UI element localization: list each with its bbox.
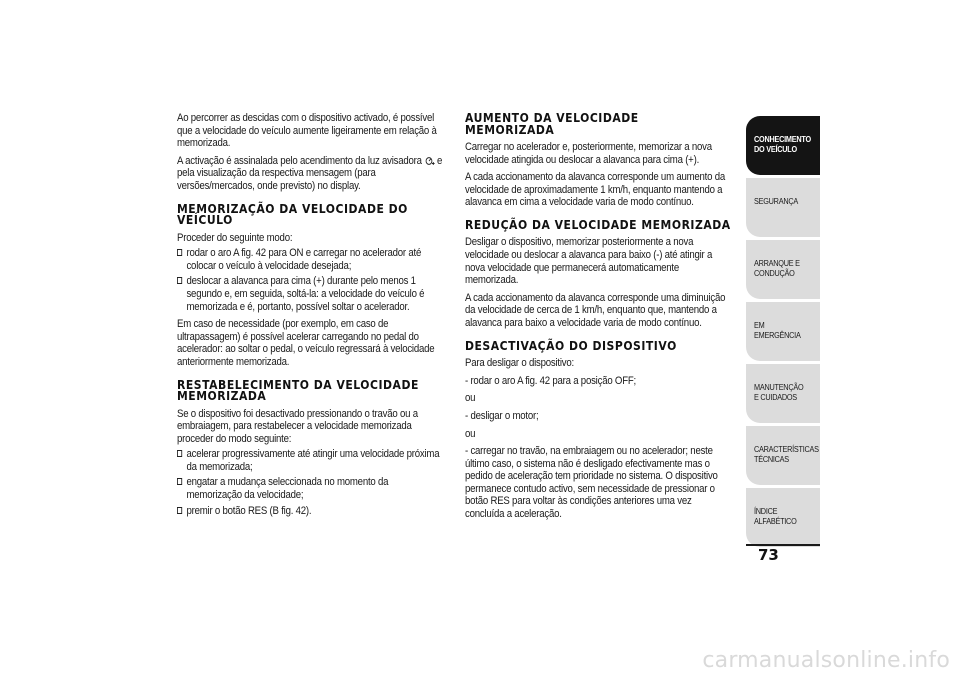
- list-item: acelerar progressivamente até atingir uma velocidade próxima da memorizada;: [177, 448, 445, 473]
- heading-reducao: REDUÇÃO DA VELOCIDADE MEMORIZADA: [465, 216, 731, 232]
- desactivacao-or-2: ou: [465, 427, 476, 440]
- restabelecimento-steps: [177, 448, 445, 517]
- memorizacao-note: Em caso de necessidade (por exemplo, em caso de ultrapassagem) é possível acelerar carregando no pedal do acelerador: ao soltar o pedal, o veículo regressará à velocidade anteriormente memorizada.: [177, 318, 435, 368]
- intro-paragraph-2: [177, 155, 445, 193]
- memorizacao-steps: [177, 247, 445, 313]
- list-item: rodar o aro A fig. 42 para ON e carregar no acelerador até colocar o veículo à velocidade desejada;: [177, 247, 445, 272]
- page-number: 73: [758, 546, 779, 564]
- intro-paragraph-1: Ao percorrer as descidas com o dispositivo activado, é possível que a velocidade do veículo aumente ligeiramente em relação à memorizada.: [177, 112, 437, 150]
- tab-label: SEGURANÇA: [754, 196, 798, 206]
- tab-label: CARACTERÍSTICAS TÉCNICAS: [754, 444, 819, 464]
- tab-label: MANUTENÇÃO E CUIDADOS: [754, 382, 804, 402]
- restabelecimento-lead: Se o dispositivo foi desactivado pressionando o travão ou a embraiagem, para restabelecer a velocidade memorizada proceder do modo seguinte:: [177, 407, 418, 445]
- list-item: premir o botão RES (B fig. 42).: [177, 505, 445, 518]
- tab-manutencao-e-cuidados[interactable]: [746, 364, 820, 423]
- cruise-control-warning-lamp-icon: [424, 156, 434, 165]
- desactivacao-or-1: ou: [465, 392, 476, 405]
- chapter-tabs: [746, 116, 820, 550]
- tab-label: ARRANQUE E CONDUÇÃO: [754, 258, 800, 278]
- right-column: [465, 112, 732, 526]
- aumento-paragraph-2: A cada accionamento da alavanca corresponde um aumento da velocidade de aproximadamente 1 km/h, enquanto mantendo a alavanca em cima a velocidade varia de modo contínuo.: [465, 171, 726, 209]
- tab-label: ÍNDICE ALFABÉTICO: [754, 506, 797, 526]
- watermark: carmanualsonline.info: [702, 648, 950, 673]
- list-item: deslocar a alavanca para cima (+) durante pelo menos 1 segundo e, em seguida, soltá-la: a velocidade do veículo é memorizada e é, portanto, possível soltar o acelerador.: [177, 275, 445, 313]
- desactivacao-line-3: - carregar no travão, na embraiagem ou no acelerador; neste último caso, o sistema não é desligado efectivamente mas o pedido de aceleração tem prioridade no sistema. O dispositivo permanece contudo activo, sem necessidade de pressionar o botão RES para voltar às condições anteriores uma vez concluída a aceleração.: [465, 445, 718, 521]
- desactivacao-line-1: - rodar o aro A fig. 42 para a posição OFF;: [465, 374, 636, 387]
- heading-restabelecimento: RESTABELECIMENTO DA VELOCIDADE MEMORIZADA: [177, 376, 419, 403]
- tab-indice-alfabetico[interactable]: [746, 488, 820, 547]
- heading-aumento: AUMENTO DA VELOCIDADE MEMORIZADA: [465, 110, 639, 137]
- reducao-paragraph-2: A cada accionamento da alavanca corresponde uma diminuição da velocidade de cerca de 1 km/h, enquanto que, mantendo a alavanca para baixo a velocidade varia de modo contínuo.: [465, 291, 726, 330]
- tab-seguranca[interactable]: [746, 178, 820, 237]
- list-item: engatar a mudança seleccionada no momento da memorização da velocidade;: [177, 476, 445, 501]
- heading-memorizacao: MEMORIZAÇÃO DA VELOCIDADE DO VEÍCULO: [177, 200, 408, 228]
- tab-em-emergencia[interactable]: [746, 302, 820, 361]
- intro-paragraph-2-start: A activação é assinalada pelo acendimento da luz avisadora: [177, 154, 422, 167]
- desactivacao-line-2: - desligar o motor;: [465, 409, 539, 422]
- tab-label: EM EMERGÊNCIA: [754, 320, 801, 340]
- tab-conhecimento-do-veiculo[interactable]: [746, 116, 820, 175]
- desactivacao-lead: Para desligar o dispositivo:: [465, 357, 574, 370]
- tab-caracteristicas-tecnicas[interactable]: [746, 426, 820, 485]
- intro-paragraph-2-end: e pela visualização da respectiva mensagem (para versões/mercados, onde previsto) no display.: [177, 154, 443, 192]
- memorizacao-lead: Proceder do seguinte modo:: [177, 231, 293, 244]
- left-column: [177, 112, 445, 522]
- tab-arranque-e-conducao[interactable]: [746, 240, 820, 299]
- reducao-paragraph-1: Desligar o dispositivo, memorizar posteriormente a nova velocidade ou deslocar a alavanca para baixo (-) até atingir a nova velocidade que permanecerá automaticamente memorizada.: [465, 236, 713, 287]
- tab-label: CONHECIMENTO DO VEÍCULO: [754, 134, 811, 154]
- heading-desactivacao: DESACTIVAÇÃO DO DISPOSITIVO: [465, 337, 677, 353]
- aumento-paragraph-1: Carregar no acelerador e, posteriormente, memorizar a nova velocidade atingida ou deslocar a alavanca para cima (+).: [465, 141, 712, 166]
